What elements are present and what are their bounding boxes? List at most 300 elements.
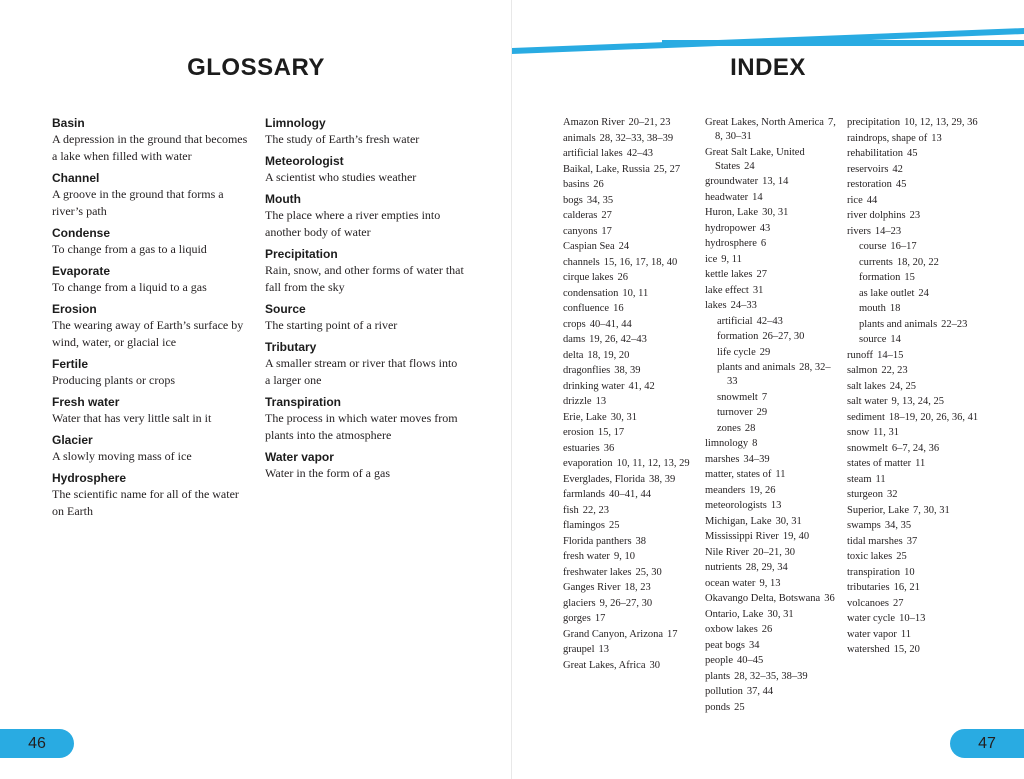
index-page-numbers: 10, 11, 12, 13, 29 xyxy=(616,458,690,469)
glossary-term: Fresh water xyxy=(52,395,120,409)
index-page-numbers: 26–27, 30 xyxy=(762,331,805,342)
index-page-numbers: 45 xyxy=(906,148,918,159)
index-page-numbers: 40–45 xyxy=(737,655,764,666)
index-page-numbers: 15, 17 xyxy=(597,427,625,438)
index-page-numbers: 30, 31 xyxy=(775,515,802,527)
index-subentry xyxy=(847,240,983,254)
index-term: Great Salt Lake, United States xyxy=(705,146,805,172)
index-page-numbers: 30, 31 xyxy=(762,207,789,218)
index-entry xyxy=(847,163,983,177)
index-page-numbers: 7, 30, 31 xyxy=(912,504,950,516)
glossary-definition: Rain, snow, and other forms of water that fall from the sky xyxy=(265,263,464,294)
index-entry xyxy=(705,561,841,575)
index-term: runoff xyxy=(847,349,874,361)
glossary-definition: The study of Earth’s fresh water xyxy=(265,132,420,146)
index-entry xyxy=(563,163,699,177)
index-term: sediment xyxy=(847,411,885,423)
index-term: Michigan, Lake xyxy=(705,515,772,527)
index-term: snowmelt xyxy=(847,442,888,454)
index-term: evaporation xyxy=(563,458,613,469)
index-entry xyxy=(847,209,983,223)
index-entry xyxy=(847,411,983,425)
index-entry xyxy=(563,473,699,487)
index-entry xyxy=(847,473,983,487)
index-page-numbers: 14–23 xyxy=(874,225,902,237)
glossary-term: Erosion xyxy=(52,302,97,316)
index-term: erosion xyxy=(563,427,594,438)
index-entry xyxy=(705,175,841,189)
index-entry xyxy=(563,581,699,595)
index-entry xyxy=(705,685,841,699)
index-page-numbers: 37, 44 xyxy=(746,686,774,697)
index-term: basins xyxy=(563,179,590,190)
index-entry xyxy=(847,364,983,378)
index-term: artificial lakes xyxy=(563,148,623,159)
index-subentry xyxy=(705,315,841,329)
index-term: water vapor xyxy=(847,628,897,640)
glossary-term: Precipitation xyxy=(265,247,338,261)
index-entry xyxy=(847,504,983,518)
index-term: people xyxy=(705,655,733,666)
index-page-numbers: 26 xyxy=(593,179,604,190)
index-term: artificial xyxy=(717,315,753,327)
index-entry xyxy=(705,206,841,220)
index-entry xyxy=(563,411,699,425)
index-term: bogs xyxy=(563,194,583,206)
index-page-numbers: 38, 39 xyxy=(614,365,641,376)
index-entry xyxy=(563,535,699,549)
index-page-numbers: 42–43 xyxy=(756,315,783,327)
index-entry xyxy=(847,566,983,580)
index-entry xyxy=(563,395,699,409)
index-term: course xyxy=(859,241,887,252)
index-page-numbers: 34–39 xyxy=(743,453,770,465)
index-subentry xyxy=(847,256,983,270)
index-entry xyxy=(563,333,699,347)
index-entry xyxy=(705,592,841,606)
index-term: Nile River xyxy=(705,546,750,558)
index-term: Erie, Lake xyxy=(563,411,607,423)
index-term: condensation xyxy=(563,287,619,299)
index-entry xyxy=(563,364,699,378)
index-page-numbers: 15, 20 xyxy=(893,644,920,655)
index-page-numbers: 18 xyxy=(889,303,901,314)
index-entry xyxy=(563,426,699,440)
index-term: steam xyxy=(847,473,872,485)
index-page-numbers: 17 xyxy=(601,225,612,237)
index-page-numbers: 30, 31 xyxy=(610,411,637,423)
index-entry xyxy=(705,437,841,451)
glossary-entry xyxy=(265,340,465,389)
index-term: toxic lakes xyxy=(847,551,893,562)
index-entry xyxy=(563,519,699,533)
glossary-entry xyxy=(265,302,465,334)
glossary-entry xyxy=(52,264,252,296)
index-entry xyxy=(705,284,841,298)
index-entry xyxy=(563,550,699,564)
index-page-numbers: 36 xyxy=(824,593,835,604)
glossary-entry xyxy=(265,154,465,186)
index-term: lake effect xyxy=(705,284,749,296)
index-entry xyxy=(563,457,699,471)
index-page-numbers: 34 xyxy=(748,639,760,651)
glossary-definition: The starting point of a river xyxy=(265,318,398,332)
index-entry xyxy=(847,442,983,456)
glossary-term: Basin xyxy=(52,116,85,130)
index-entry xyxy=(563,566,699,580)
index-entry xyxy=(705,468,841,482)
index-term: farmlands xyxy=(563,489,605,500)
glossary-entry xyxy=(52,116,252,165)
index-term: confluence xyxy=(563,303,610,314)
glossary-definition: To change from a liquid to a gas xyxy=(52,280,207,294)
index-page-numbers: 24, 25 xyxy=(889,380,917,392)
index-subentry xyxy=(705,346,841,360)
index-subentry xyxy=(705,391,841,405)
index-entry xyxy=(563,271,699,285)
index-page-numbers: 38 xyxy=(635,535,647,547)
index-entry xyxy=(705,499,841,513)
glossary-term: Meteorologist xyxy=(265,154,344,168)
glossary-term: Glacier xyxy=(52,433,93,447)
index-page-numbers: 24 xyxy=(744,160,755,172)
index-entry xyxy=(847,147,983,161)
index-page-numbers: 9, 13 xyxy=(759,577,781,589)
glossary-term: Channel xyxy=(52,171,100,185)
index-term: rice xyxy=(847,194,863,206)
index-entry xyxy=(563,287,699,301)
index-term: raindrops, shape of xyxy=(847,132,928,144)
index-page-numbers: 7, 8, 30–31 xyxy=(715,117,836,142)
index-page-numbers: 19, 26, 42–43 xyxy=(589,334,647,345)
index-term: tributaries xyxy=(847,582,890,593)
index-term: hydropower xyxy=(705,222,756,234)
index-entry xyxy=(705,670,841,684)
index-subentry xyxy=(847,318,983,332)
page-number-right: 47 xyxy=(950,729,1024,758)
index-term: river dolphins xyxy=(847,210,906,221)
index-page-numbers: 30 xyxy=(649,659,660,671)
index-term: plants xyxy=(705,670,731,682)
index-term: salt lakes xyxy=(847,380,886,392)
index-term: mouth xyxy=(859,303,886,314)
index-entry xyxy=(563,628,699,642)
index-page-numbers: 26 xyxy=(761,624,773,635)
glossary-definition: The wearing away of Earth’s surface by wind, water, or glacial ice xyxy=(52,318,244,349)
index-subentry xyxy=(705,330,841,344)
index-entry xyxy=(847,612,983,626)
index-entry xyxy=(847,178,983,192)
index-term: lakes xyxy=(705,300,727,311)
glossary-definition: To change from a gas to a liquid xyxy=(52,242,207,256)
index-term: fish xyxy=(563,504,579,516)
index-page-numbers: 28, 29, 34 xyxy=(745,562,788,573)
index-entry xyxy=(847,349,983,363)
index-page-numbers: 20–21, 30 xyxy=(753,546,796,558)
index-entry xyxy=(705,453,841,467)
index-page-numbers: 38, 39 xyxy=(649,473,676,485)
index-term: transpiration xyxy=(847,566,901,578)
index-entry xyxy=(563,302,699,316)
index-page-numbers: 40–41, 44 xyxy=(589,318,632,330)
index-term: plants and animals xyxy=(859,318,938,330)
index-page-numbers: 22, 23 xyxy=(881,365,908,376)
index-entry xyxy=(705,577,841,591)
index-term: Everglades, Florida xyxy=(563,473,646,485)
index-page-numbers: 28, 32–35, 38–39 xyxy=(734,670,808,682)
index-term: ponds xyxy=(705,701,731,713)
index-page-numbers: 10–13 xyxy=(899,613,926,624)
index-page-numbers: 16, 21 xyxy=(893,582,920,593)
index-page-numbers: 18–19, 20, 26, 36, 41 xyxy=(888,411,979,423)
index-page-numbers: 36 xyxy=(603,442,615,454)
index-term: Grand Canyon, Arizona xyxy=(563,628,664,640)
index-entry xyxy=(847,116,983,130)
index-term: kettle lakes xyxy=(705,269,753,280)
index-subentry xyxy=(847,333,983,347)
index-term: fresh water xyxy=(563,551,610,562)
glossary-definition: A smaller stream or river that flows into a larger one xyxy=(265,356,458,387)
index-page xyxy=(512,0,1024,779)
index-term: Florida panthers xyxy=(563,535,632,547)
index-column-3 xyxy=(847,116,983,659)
index-term: marshes xyxy=(705,453,740,465)
index-term: water cycle xyxy=(847,613,896,624)
index-page-numbers: 17 xyxy=(594,613,606,624)
index-entry xyxy=(563,132,699,146)
index-page-numbers: 41, 42 xyxy=(628,380,655,392)
index-entry xyxy=(563,504,699,518)
index-term: salmon xyxy=(847,365,878,376)
index-page-numbers: 24 xyxy=(618,241,630,252)
glossary-definition: The place where a river empties into another body of water xyxy=(265,208,441,239)
index-page-numbers: 14–15 xyxy=(877,349,904,361)
index-subentry xyxy=(705,361,841,389)
index-term: dragonflies xyxy=(563,365,611,376)
index-entry xyxy=(705,530,841,544)
index-entry xyxy=(705,484,841,498)
index-page-numbers: 27 xyxy=(893,597,904,609)
index-page-numbers: 15 xyxy=(904,272,915,283)
index-entry xyxy=(563,612,699,626)
index-subentry xyxy=(705,422,841,436)
index-term: limnology xyxy=(705,438,749,449)
index-entry xyxy=(563,178,699,192)
glossary-definition: Water that has very little salt in it xyxy=(52,411,212,425)
index-page-numbers: 9, 13, 24, 25 xyxy=(891,396,945,407)
index-term: matter, states of xyxy=(705,469,772,480)
index-term: Okavango Delta, Botswana xyxy=(705,593,821,604)
index-page-numbers: 8 xyxy=(752,438,758,449)
index-page-numbers: 11, 31 xyxy=(873,427,900,438)
index-term: Baikal, Lake, Russia xyxy=(563,163,650,175)
index-page-numbers: 16–17 xyxy=(890,241,917,252)
index-page-numbers: 10, 12, 13, 29, 36 xyxy=(904,117,978,128)
glossary-entry xyxy=(52,171,252,220)
index-entry xyxy=(847,519,983,533)
index-page-numbers: 43 xyxy=(759,222,771,234)
index-entry xyxy=(705,253,841,267)
decorative-stripe xyxy=(512,28,1024,54)
index-entry xyxy=(705,639,841,653)
index-entry xyxy=(563,659,699,673)
index-entry xyxy=(563,225,699,239)
index-entry xyxy=(847,488,983,502)
index-term: Mississippi River xyxy=(705,531,779,542)
index-term: ice xyxy=(705,253,718,265)
glossary-term: Source xyxy=(265,302,306,316)
glossary-entry xyxy=(52,471,252,520)
glossary-definition: A depression in the ground that becomes a lake when filled with water xyxy=(52,132,248,163)
index-page-numbers: 13 xyxy=(595,396,607,407)
glossary-entry xyxy=(52,302,252,351)
glossary-term: Water vapor xyxy=(265,450,334,464)
index-term: Great Lakes, Africa xyxy=(563,659,646,671)
page-number-left: 46 xyxy=(0,729,74,758)
index-term: delta xyxy=(563,349,584,361)
index-page-numbers: 18, 23 xyxy=(624,582,651,593)
glossary-entry xyxy=(265,450,465,482)
index-term: drizzle xyxy=(563,396,592,407)
index-page-numbers: 25 xyxy=(734,701,745,713)
glossary-title: GLOSSARY xyxy=(187,54,325,81)
index-entry xyxy=(847,628,983,642)
index-term: gorges xyxy=(563,613,591,624)
index-entry xyxy=(705,623,841,637)
index-page-numbers: 24–33 xyxy=(730,300,757,311)
index-term: sturgeon xyxy=(847,489,883,500)
glossary-entry xyxy=(52,226,252,258)
index-entry xyxy=(847,225,983,239)
glossary-entry xyxy=(52,433,252,465)
index-entry xyxy=(847,643,983,657)
glossary-term: Mouth xyxy=(265,192,301,206)
index-entry xyxy=(847,380,983,394)
index-term: salt water xyxy=(847,396,888,407)
index-entry xyxy=(563,643,699,657)
index-term: canyons xyxy=(563,225,598,237)
index-term: rivers xyxy=(847,225,871,237)
index-page-numbers: 19, 26 xyxy=(749,484,776,496)
index-entry xyxy=(847,426,983,440)
index-page-numbers: 13 xyxy=(931,132,942,144)
glossary-term: Hydrosphere xyxy=(52,471,127,485)
index-page-numbers: 10, 11 xyxy=(622,287,649,299)
index-page-numbers: 45 xyxy=(895,179,907,190)
glossary-entry xyxy=(265,247,465,296)
index-entry xyxy=(705,299,841,313)
index-term: plants and animals xyxy=(717,362,796,373)
index-entry xyxy=(847,597,983,611)
index-term: Ganges River xyxy=(563,582,621,593)
glossary-entry xyxy=(52,395,252,427)
index-term: zones xyxy=(717,422,741,434)
index-page-numbers: 7 xyxy=(761,391,768,403)
index-page-numbers: 11 xyxy=(875,473,886,485)
index-term: crops xyxy=(563,318,586,330)
index-page-numbers: 42 xyxy=(892,163,903,175)
index-term: formation xyxy=(717,331,759,342)
index-page-numbers: 23 xyxy=(909,210,921,221)
glossary-term: Limnology xyxy=(265,116,326,130)
index-page-numbers: 26 xyxy=(617,272,628,283)
index-entry xyxy=(705,237,841,251)
index-page-numbers: 31 xyxy=(752,284,764,296)
index-page-numbers: 28 xyxy=(744,422,756,434)
index-term: as lake outlet xyxy=(859,287,915,299)
index-term: oxbow lakes xyxy=(705,624,758,635)
index-page-numbers: 27 xyxy=(756,269,768,280)
index-entry xyxy=(847,457,983,471)
index-page-numbers: 9, 26–27, 30 xyxy=(599,597,653,609)
index-term: reservoirs xyxy=(847,163,889,175)
index-entry xyxy=(563,380,699,394)
index-page-numbers: 11 xyxy=(900,628,911,640)
index-entry xyxy=(705,268,841,282)
index-page-numbers: 14 xyxy=(890,334,901,345)
index-entry xyxy=(705,546,841,560)
glossary-entry xyxy=(52,357,252,389)
index-page-numbers: 42–43 xyxy=(626,148,654,159)
index-term: turnover xyxy=(717,407,753,418)
index-entry xyxy=(847,535,983,549)
glossary-entry xyxy=(265,116,465,148)
index-page-numbers: 34, 35 xyxy=(884,520,912,531)
index-term: swamps xyxy=(847,520,881,531)
index-entry xyxy=(847,132,983,146)
glossary-definition: A slowly moving mass of ice xyxy=(52,449,192,463)
index-page-numbers: 28, 32–33, 38–39 xyxy=(599,132,674,144)
index-term: states of matter xyxy=(847,458,912,469)
index-subentry xyxy=(847,302,983,316)
index-term: graupel xyxy=(563,644,595,655)
index-entry xyxy=(563,116,699,130)
index-term: restoration xyxy=(847,179,892,190)
index-term: Superior, Lake xyxy=(847,504,909,516)
index-page-numbers: 17 xyxy=(667,628,678,640)
index-term: channels xyxy=(563,256,600,268)
glossary-definition: Producing plants or crops xyxy=(52,373,175,387)
index-entry xyxy=(563,209,699,223)
index-page-numbers: 25 xyxy=(896,551,907,562)
index-subentry xyxy=(847,287,983,301)
index-page-numbers: 18, 20, 22 xyxy=(896,256,939,268)
index-page-numbers: 13 xyxy=(598,644,609,655)
index-entry xyxy=(847,581,983,595)
index-term: hydrosphere xyxy=(705,238,757,249)
index-page-numbers: 22, 23 xyxy=(582,504,609,516)
index-term: Great Lakes, North America xyxy=(705,117,824,128)
index-term: ocean water xyxy=(705,577,756,589)
index-term: pollution xyxy=(705,686,743,697)
index-page-numbers: 30, 31 xyxy=(767,608,794,620)
glossary-column-2 xyxy=(265,116,465,488)
glossary-term: Fertile xyxy=(52,357,89,371)
index-entry xyxy=(563,597,699,611)
index-entry xyxy=(563,349,699,363)
index-page-numbers: 13 xyxy=(770,500,782,511)
index-subentry xyxy=(705,406,841,420)
index-page-numbers: 34, 35 xyxy=(586,194,614,206)
index-term: estuaries xyxy=(563,442,600,454)
index-term: Caspian Sea xyxy=(563,241,615,252)
glossary-entry xyxy=(265,395,465,444)
index-term: glaciers xyxy=(563,597,596,609)
index-entry xyxy=(705,608,841,622)
index-term: nutrients xyxy=(705,562,742,573)
index-entry xyxy=(705,515,841,529)
index-column-1 xyxy=(563,116,699,674)
